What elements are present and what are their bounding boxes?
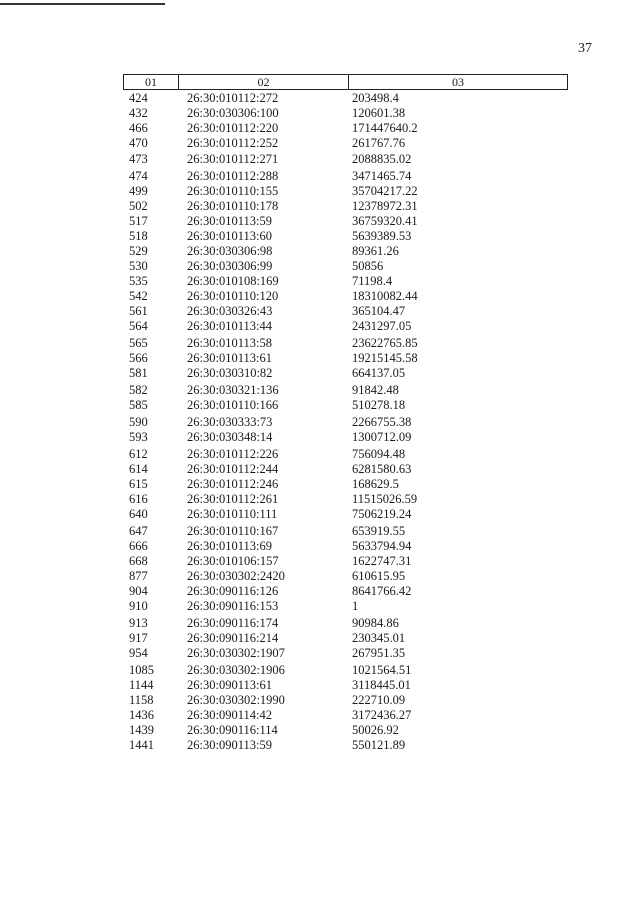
cadastral-number-cell: 26:30:010112:271 <box>187 152 279 166</box>
cadastral-number-cell: 26:30:030348:14 <box>187 430 273 444</box>
table-row <box>0 507 640 522</box>
row-number-cell: 530 <box>129 259 148 273</box>
value-cell: 510278.18 <box>352 398 406 412</box>
value-cell: 12378972.31 <box>352 199 418 213</box>
cadastral-number-cell: 26:30:030306:99 <box>187 259 273 273</box>
row-number-cell: 474 <box>129 169 148 183</box>
value-cell: 18310082.44 <box>352 289 418 303</box>
cadastral-number-cell: 26:30:010112:272 <box>187 91 279 105</box>
row-number-cell: 910 <box>129 599 148 613</box>
table-row <box>0 244 640 259</box>
cadastral-number-cell: 26:30:030306:98 <box>187 244 273 258</box>
table-row <box>0 539 640 554</box>
row-number-cell: 1144 <box>129 678 154 692</box>
value-cell: 5633794.94 <box>352 539 412 553</box>
cadastral-number-cell: 26:30:010110:166 <box>187 398 279 412</box>
value-cell: 3172436.27 <box>352 708 412 722</box>
value-cell: 2088835.02 <box>352 152 412 166</box>
cadastral-number-cell: 26:30:010110:155 <box>187 184 279 198</box>
table-row <box>0 663 640 678</box>
value-cell: 8641766.42 <box>352 584 412 598</box>
row-number-cell: 1085 <box>129 663 154 677</box>
value-cell: 3471465.74 <box>352 169 412 183</box>
row-number-cell: 542 <box>129 289 148 303</box>
table-row <box>0 152 640 167</box>
table-row <box>0 259 640 274</box>
table-row <box>0 462 640 477</box>
table-row <box>0 599 640 614</box>
row-number-cell: 614 <box>129 462 148 476</box>
cadastral-number-cell: 26:30:010110:178 <box>187 199 279 213</box>
top-rule <box>0 3 165 5</box>
value-cell: 6281580.63 <box>352 462 412 476</box>
table-row <box>0 351 640 366</box>
row-number-cell: 518 <box>129 229 148 243</box>
cadastral-number-cell: 26:30:010112:246 <box>187 477 279 491</box>
value-cell: 203498.4 <box>352 91 399 105</box>
value-cell: 1021564.51 <box>352 663 412 677</box>
row-number-cell: 470 <box>129 136 148 150</box>
cadastral-number-cell: 26:30:010113:59 <box>187 214 272 228</box>
table-row <box>0 492 640 507</box>
table-row <box>0 319 640 334</box>
cadastral-number-cell: 26:30:090116:174 <box>187 616 279 630</box>
table-row <box>0 693 640 708</box>
value-cell: 365104.47 <box>352 304 406 318</box>
value-cell: 36759320.41 <box>352 214 418 228</box>
row-number-cell: 581 <box>129 366 148 380</box>
value-cell: 19215145.58 <box>352 351 418 365</box>
row-number-cell: 954 <box>129 646 148 660</box>
value-cell: 171447640.2 <box>352 121 418 135</box>
row-number-cell: 1436 <box>129 708 154 722</box>
value-cell: 267951.35 <box>352 646 406 660</box>
row-number-cell: 424 <box>129 91 148 105</box>
table-row <box>0 430 640 445</box>
value-cell: 71198.4 <box>352 274 393 288</box>
cadastral-number-cell: 26:30:010113:58 <box>187 336 272 350</box>
cadastral-number-cell: 26:30:090116:126 <box>187 584 279 598</box>
row-number-cell: 582 <box>129 383 148 397</box>
cadastral-number-cell: 26:30:010112:220 <box>187 121 279 135</box>
cadastral-number-cell: 26:30:010112:288 <box>187 169 279 183</box>
row-number-cell: 917 <box>129 631 148 645</box>
row-number-cell: 904 <box>129 584 148 598</box>
row-number-cell: 593 <box>129 430 148 444</box>
row-number-cell: 590 <box>129 415 148 429</box>
cadastral-number-cell: 26:30:090114:42 <box>187 708 272 722</box>
row-number-cell: 564 <box>129 319 148 333</box>
table-row <box>0 569 640 584</box>
table-row <box>0 169 640 184</box>
value-cell: 35704217.22 <box>352 184 418 198</box>
value-cell: 222710.09 <box>352 693 406 707</box>
row-number-cell: 517 <box>129 214 148 228</box>
header-col-01: 01 <box>124 75 179 89</box>
row-number-cell: 647 <box>129 524 148 538</box>
cadastral-number-cell: 26:30:010113:69 <box>187 539 272 553</box>
value-cell: 664137.05 <box>352 366 406 380</box>
row-number-cell: 616 <box>129 492 148 506</box>
value-cell: 23622765.85 <box>352 336 418 350</box>
table-row <box>0 631 640 646</box>
value-cell: 653919.55 <box>352 524 406 538</box>
row-number-cell: 666 <box>129 539 148 553</box>
table-row <box>0 723 640 738</box>
cadastral-number-cell: 26:30:030333:73 <box>187 415 273 429</box>
cadastral-number-cell: 26:30:010113:44 <box>187 319 272 333</box>
header-col-02: 02 <box>179 75 349 89</box>
table-row <box>0 383 640 398</box>
value-cell: 230345.01 <box>352 631 406 645</box>
table-row <box>0 678 640 693</box>
value-cell: 610615.95 <box>352 569 406 583</box>
table-row <box>0 554 640 569</box>
row-number-cell: 529 <box>129 244 148 258</box>
value-cell: 550121.89 <box>352 738 406 752</box>
table-row <box>0 616 640 631</box>
row-number-cell: 615 <box>129 477 148 491</box>
row-number-cell: 466 <box>129 121 148 135</box>
row-number-cell: 585 <box>129 398 148 412</box>
row-number-cell: 913 <box>129 616 148 630</box>
value-cell: 2431297.05 <box>352 319 412 333</box>
table-row <box>0 398 640 413</box>
table-row <box>0 304 640 319</box>
cadastral-number-cell: 26:30:010112:261 <box>187 492 279 506</box>
table-row <box>0 366 640 381</box>
row-number-cell: 473 <box>129 152 148 166</box>
cadastral-number-cell: 26:30:010113:61 <box>187 351 272 365</box>
table-row <box>0 106 640 121</box>
cadastral-number-cell: 26:30:010112:252 <box>187 136 279 150</box>
table-row <box>0 214 640 229</box>
table-row <box>0 289 640 304</box>
value-cell: 1300712.09 <box>352 430 412 444</box>
cadastral-number-cell: 26:30:010113:60 <box>187 229 272 243</box>
row-number-cell: 502 <box>129 199 148 213</box>
value-cell: 1 <box>352 599 359 613</box>
row-number-cell: 565 <box>129 336 148 350</box>
table-row <box>0 336 640 351</box>
cadastral-number-cell: 26:30:090116:214 <box>187 631 279 645</box>
value-cell: 90984.86 <box>352 616 399 630</box>
cadastral-number-cell: 26:30:090113:59 <box>187 738 272 752</box>
value-cell: 2266755.38 <box>352 415 412 429</box>
value-cell: 120601.38 <box>352 106 406 120</box>
table-row <box>0 447 640 462</box>
cadastral-number-cell: 26:30:010112:244 <box>187 462 279 476</box>
value-cell: 50856 <box>352 259 384 273</box>
row-number-cell: 612 <box>129 447 148 461</box>
cadastral-number-cell: 26:30:030306:100 <box>187 106 279 120</box>
cadastral-number-cell: 26:30:030302:1907 <box>187 646 285 660</box>
value-cell: 91842.48 <box>352 383 399 397</box>
table-row <box>0 274 640 289</box>
row-number-cell: 499 <box>129 184 148 198</box>
page-number: 37 <box>578 41 592 56</box>
table-row <box>0 646 640 661</box>
cadastral-number-cell: 26:30:090116:153 <box>187 599 279 613</box>
table-row <box>0 738 640 753</box>
cadastral-number-cell: 26:30:030326:43 <box>187 304 273 318</box>
table-row <box>0 136 640 151</box>
row-number-cell: 640 <box>129 507 148 521</box>
table-row <box>0 121 640 136</box>
table-row <box>0 477 640 492</box>
cadastral-number-cell: 26:30:090113:61 <box>187 678 272 692</box>
row-number-cell: 1441 <box>129 738 154 752</box>
cadastral-number-cell: 26:30:010106:157 <box>187 554 279 568</box>
header-col-03: 03 <box>452 75 464 89</box>
value-cell: 1622747.31 <box>352 554 412 568</box>
value-cell: 7506219.24 <box>352 507 412 521</box>
cadastral-number-cell: 26:30:010112:226 <box>187 447 279 461</box>
table-row <box>0 91 640 106</box>
cadastral-number-cell: 26:30:090116:114 <box>187 723 278 737</box>
cadastral-number-cell: 26:30:030310:82 <box>187 366 273 380</box>
cadastral-number-cell: 26:30:030302:2420 <box>187 569 285 583</box>
value-cell: 50026.92 <box>352 723 399 737</box>
value-cell: 3118445.01 <box>352 678 411 692</box>
row-number-cell: 668 <box>129 554 148 568</box>
cadastral-number-cell: 26:30:030302:1990 <box>187 693 285 707</box>
table-row <box>0 199 640 214</box>
row-number-cell: 877 <box>129 569 148 583</box>
row-number-cell: 432 <box>129 106 148 120</box>
cadastral-number-cell: 26:30:030302:1906 <box>187 663 285 677</box>
table-row <box>0 584 640 599</box>
row-number-cell: 1158 <box>129 693 154 707</box>
row-number-cell: 1439 <box>129 723 154 737</box>
cadastral-number-cell: 26:30:010110:167 <box>187 524 279 538</box>
value-cell: 756094.48 <box>352 447 406 461</box>
cadastral-number-cell: 26:30:010110:120 <box>187 289 279 303</box>
row-number-cell: 535 <box>129 274 148 288</box>
row-number-cell: 561 <box>129 304 148 318</box>
cadastral-number-cell: 26:30:010108:169 <box>187 274 279 288</box>
table-row <box>0 708 640 723</box>
table-row <box>0 229 640 244</box>
table-row <box>0 184 640 199</box>
table-row <box>0 524 640 539</box>
value-cell: 168629.5 <box>352 477 399 491</box>
value-cell: 261767.76 <box>352 136 406 150</box>
value-cell: 89361.26 <box>352 244 399 258</box>
cadastral-number-cell: 26:30:030321:136 <box>187 383 279 397</box>
value-cell: 11515026.59 <box>352 492 418 506</box>
cadastral-number-cell: 26:30:010110:111 <box>187 507 278 521</box>
table-header <box>123 74 568 90</box>
table-row <box>0 415 640 430</box>
row-number-cell: 566 <box>129 351 148 365</box>
value-cell: 5639389.53 <box>352 229 412 243</box>
